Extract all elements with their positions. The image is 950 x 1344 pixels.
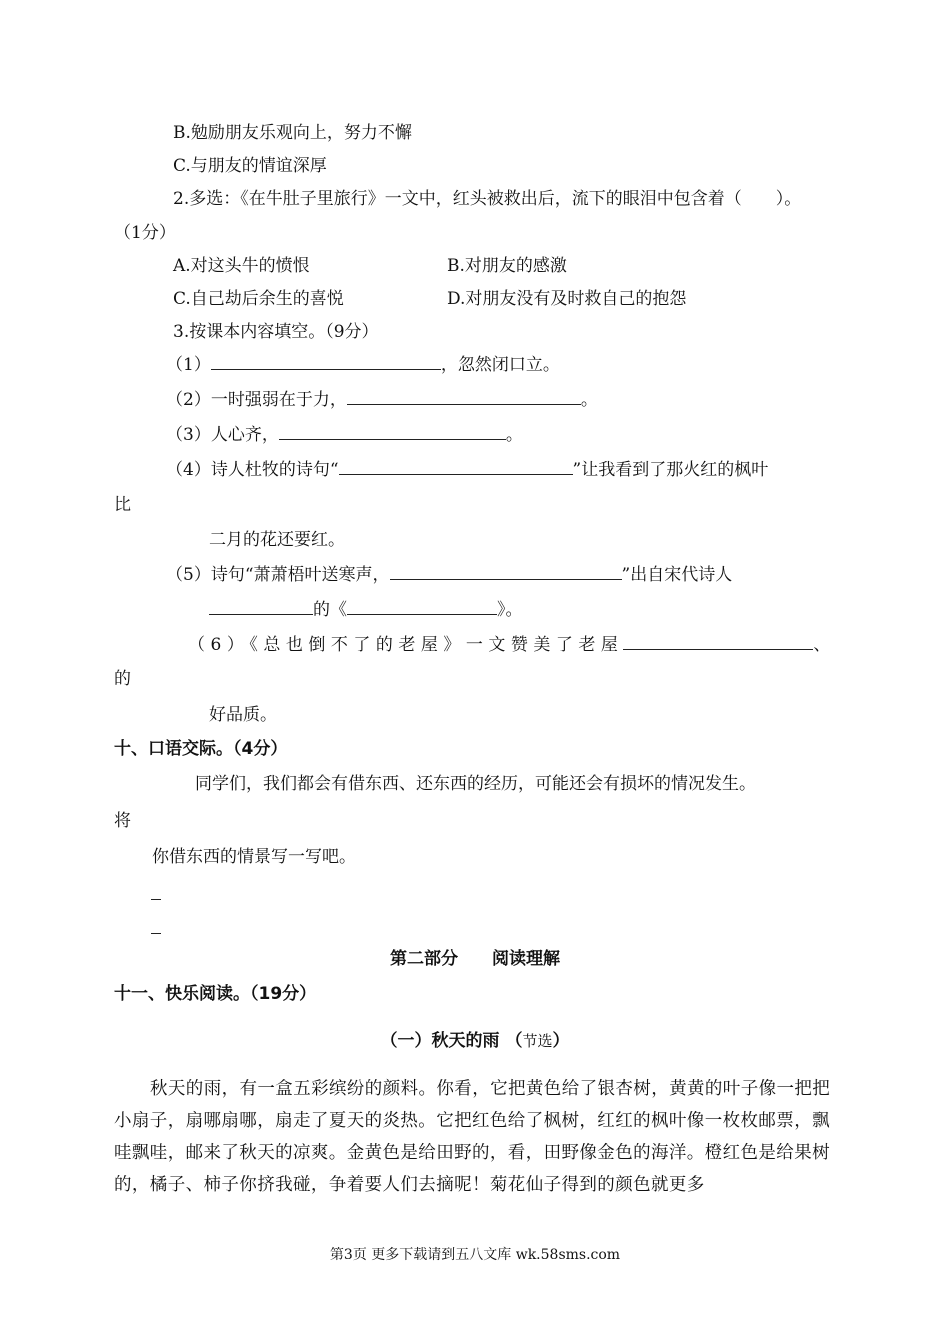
section10-heading: 十、口语交际。（4分）: [114, 739, 288, 759]
section10-line2: 你借东西的情景写一写吧。: [152, 847, 356, 867]
passage-title-note: 节选: [522, 1032, 553, 1050]
q3-sub6-continued: 好品质。: [209, 705, 277, 725]
q3-sub6: [188, 633, 836, 656]
q2-option-c: C.自己劫后余生的喜悦: [173, 289, 344, 309]
q3-sub3-before: （3）人心齐，: [166, 425, 279, 445]
part2-heading: 第二部分 阅读理解: [390, 949, 560, 969]
q3-sub6-blank[interactable]: [623, 633, 813, 650]
q3-sub5-blank-verse[interactable]: [390, 563, 622, 580]
q1-option-b: B.勉励朋友乐观向上，努力不懈: [173, 123, 412, 143]
passage-title: [0, 1030, 950, 1052]
passage-body: [114, 1073, 838, 1201]
q3-sub4: [166, 458, 768, 481]
answer-line-1[interactable]: [151, 899, 161, 900]
q3-sub5-end: 》。: [497, 600, 523, 620]
q2-option-b: B.对朋友的感激: [447, 256, 567, 276]
q3-sub3: [166, 423, 523, 446]
q3-sub4-after: ”让我看到了那火红的枫叶: [572, 460, 769, 480]
q3-sub6-before: （6）《总也倒不了的老屋》一文赞美了老屋: [188, 635, 624, 655]
q3-sub1: [166, 353, 560, 376]
q3-sub1-after: ，忽然闭口立。: [440, 355, 560, 375]
q3-sub1-number: （1）: [166, 355, 211, 375]
q3-sub5-blank-title[interactable]: [347, 598, 497, 615]
q3-sub4-blank[interactable]: [339, 458, 573, 475]
q3-sub2-after: 。: [580, 390, 598, 410]
q3-sub2-before: （2）一时强弱在于力，: [166, 390, 347, 410]
q3-sub5-line2: [209, 598, 523, 621]
q3-sub5-blank-poet[interactable]: [209, 598, 313, 615]
q3-sub5-mid: 的《: [313, 600, 347, 620]
q2-stem: 2.多选：《在牛肚子里旅行》一文中，红头被救出后，流下的眼泪中包含着（ ）。: [173, 189, 802, 209]
q3-sub5-before: （5）诗句“萧萧梧叶送寒声，: [166, 565, 390, 585]
q1-option-c: C.与朋友的情谊深厚: [173, 156, 327, 176]
q3-sub3-blank[interactable]: [279, 423, 506, 440]
q3-sub1-blank[interactable]: [211, 353, 441, 370]
page-footer: 第3页 更多下载请到五八文库 wk.58sms.com: [329, 1247, 621, 1263]
section11-heading: 十一、快乐阅读。（19分）: [114, 984, 317, 1004]
q3-sub6-after: 、: [813, 635, 836, 655]
q3-sub2-blank[interactable]: [347, 388, 581, 405]
q3-sub5-after: ”出自宋代诗人: [621, 565, 733, 585]
q3-sub2: [166, 388, 598, 411]
passage-title-open: （: [505, 1031, 523, 1051]
answer-line-2[interactable]: [151, 933, 161, 934]
q3-sub6-wrap: 的: [114, 669, 131, 689]
q3-sub4-continued: 二月的花还要红。: [209, 530, 345, 550]
passage-paragraph: 秋天的雨，有一盒五彩缤纷的颜料。你看，它把黄色给了银杏树，黄黄的叶子像一把把小扇子，扇哪扇哪，扇走了夏天的炎热。它把红色给了枫树，红红的枫叶像一枚枚邮票，飘哇飘哇，邮来了秋天的凉爽。金黄色是给田野的，看，田野像金色的海洋。橙红色是给果树的，橘子、柿子你挤我碰，争着要人们去摘呢！菊花仙子得到的颜色就更多: [114, 1079, 831, 1195]
q2-option-a: A.对这头牛的愤恨: [173, 256, 310, 276]
q3-sub3-after: 。: [505, 425, 523, 445]
section10-line1-wrap: 将: [114, 811, 131, 831]
passage-title-main: （一）秋天的雨: [380, 1031, 500, 1051]
q3-stem: 3.按课本内容填空。（9分）: [173, 322, 379, 342]
q3-sub4-wrap: 比: [114, 495, 131, 515]
q2-score: （1分）: [114, 223, 176, 243]
section10-line1: 同学们，我们都会有借东西、还东西的经历，可能还会有损坏的情况发生。: [195, 774, 756, 794]
q3-sub4-before: （4）诗人杜牧的诗句“: [166, 460, 339, 480]
q2-option-d: D.对朋友没有及时救自己的抱怨: [447, 289, 687, 309]
q3-sub5: [166, 563, 732, 586]
passage-title-close: ）: [552, 1031, 570, 1051]
